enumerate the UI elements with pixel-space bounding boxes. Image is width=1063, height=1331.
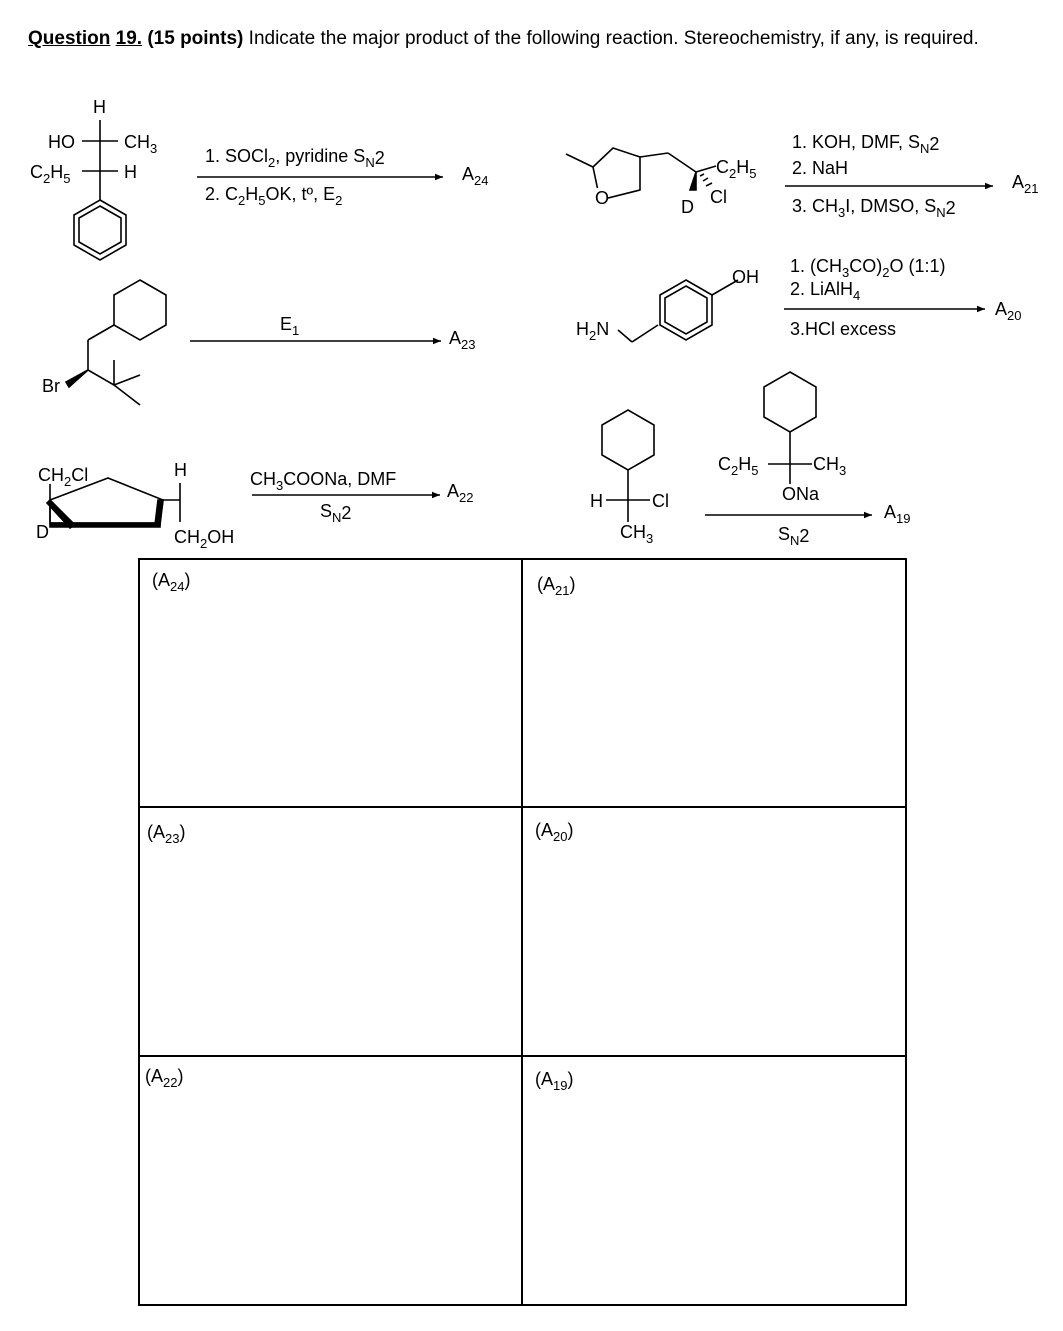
wedge-bond xyxy=(66,370,88,387)
cell-label-a22: $(A_{22})$ xyxy=(145,1066,184,1090)
cell-label-a21: $(A_{21})$ xyxy=(537,574,576,598)
ch2oh-label: $CH_2OH$ xyxy=(174,527,235,551)
r21-step3: 3. $CH_3I$, DMSO, $S_N2$ xyxy=(792,196,956,220)
r19-reagent: $S_N2$ xyxy=(778,524,810,548)
br-label: Br xyxy=(42,376,60,396)
reaction-a19-labels xyxy=(590,454,910,548)
h2-label: H xyxy=(124,162,137,182)
d-label: D xyxy=(36,522,49,542)
a21-product-label: $A_{21}$ xyxy=(1012,172,1039,196)
a20-product-label: $A_{20}$ xyxy=(995,299,1022,323)
cell-label-a24: $(A_{24})$ xyxy=(152,570,191,594)
answer-box-a23[interactable] xyxy=(140,808,521,1055)
answer-box-a24[interactable] xyxy=(140,560,521,806)
cl-label: Cl xyxy=(652,491,669,511)
oh-label: OH xyxy=(732,267,759,287)
a24-product-label: $A_{24}$ xyxy=(462,164,489,188)
answer-box-a21[interactable] xyxy=(523,560,905,806)
question-number: 19. xyxy=(115,28,143,49)
answer-box-a22[interactable] xyxy=(140,1057,521,1304)
cyclohexane-ring-right xyxy=(764,372,816,432)
ona-label: ONa xyxy=(782,484,820,504)
reaction-a22-labels xyxy=(36,460,473,551)
reaction-a23 xyxy=(66,280,441,405)
r20-step1: 1. $(CH_3CO)_2O$ (1:1) xyxy=(790,256,946,280)
ch2cl-label: $CH_2Cl$ xyxy=(38,465,89,489)
answer-box-a20[interactable] xyxy=(523,808,905,1055)
reaction-a21-labels xyxy=(592,132,1038,220)
benzene-ring xyxy=(74,200,126,260)
h-label: H xyxy=(93,97,106,117)
ch3-label-2: $CH_3$ xyxy=(813,454,847,478)
benzene-ring xyxy=(660,280,712,340)
c2h5-label: $C_2H_5$ xyxy=(30,162,71,186)
h-label: H xyxy=(590,491,603,511)
question-prompt: Indicate the major product of the following reaction. Stereochemistry, if any, is required. xyxy=(248,28,979,49)
r20-step2: 2. LiAlH$_4$ xyxy=(790,279,861,303)
cell-label-a20: $(A_{20})$ xyxy=(535,820,574,844)
a22-product-label: $A_{22}$ xyxy=(447,481,474,505)
r23-reagent: $E_1$ xyxy=(280,314,300,338)
reaction-a23-labels xyxy=(42,314,475,396)
ch3-label: $CH_3$ xyxy=(620,522,654,546)
cl-label: Cl xyxy=(710,187,727,207)
r24-step1: 1. SOCl$_2$, pyridine $S_N2$ xyxy=(205,146,385,170)
r21-step1: 1. KOH, DMF, $S_N2$ xyxy=(792,132,940,156)
a19-product-label: $A_{19}$ xyxy=(884,502,911,526)
wedge-bond xyxy=(690,172,696,190)
r22-reagent1: $CH_3COONa$, DMF xyxy=(250,469,397,493)
c2h5-label: $C_2H_5$ xyxy=(716,157,757,181)
answer-box-a19[interactable] xyxy=(523,1057,905,1304)
reaction-a19 xyxy=(602,372,872,522)
ring-o-label: O xyxy=(595,188,610,208)
cyclohexane-ring xyxy=(114,280,166,340)
h-label: H xyxy=(174,460,187,480)
reaction-a24-labels xyxy=(30,97,488,208)
cell-label-a23: $(A_{23})$ xyxy=(147,822,186,846)
r22-reagent2: $S_N2$ xyxy=(320,501,352,525)
cell-label-a19: $(A_{19})$ xyxy=(535,1069,574,1093)
question-label: Question xyxy=(28,28,111,49)
c2h5-label: $C_2H_5$ xyxy=(718,454,759,478)
a23-product-label: $A_{23}$ xyxy=(449,328,476,352)
r21-step2: 2. NaH xyxy=(792,158,849,178)
question-points: (15 points) xyxy=(147,28,244,49)
reaction-a20-labels xyxy=(576,256,1021,343)
ho-label: HO xyxy=(48,132,75,152)
r24-step2: 2. $C_2H_5OK$, tº, $E_2$ xyxy=(205,184,343,208)
r20-step3: 3.HCl excess xyxy=(790,319,897,339)
h2n-label: $H_2N$ xyxy=(576,319,610,343)
d-label: D xyxy=(681,197,694,217)
cyclohexane-ring-left xyxy=(602,410,654,470)
ch3-label: $CH_3$ xyxy=(124,132,158,156)
